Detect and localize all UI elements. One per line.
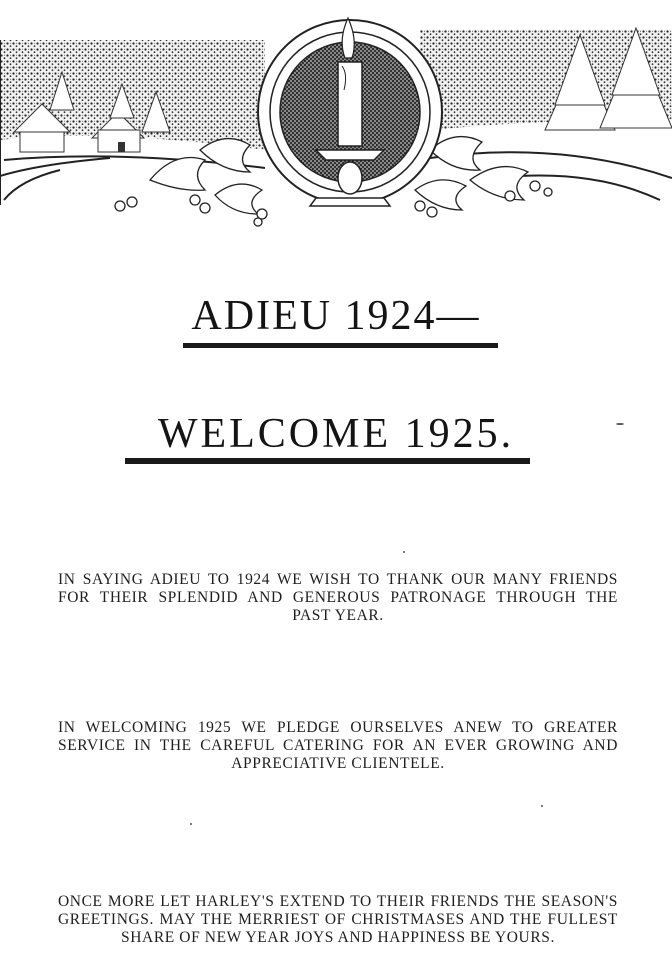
print-speck: [541, 805, 543, 807]
christmas-header-illustration: [0, 0, 672, 230]
print-speck: [403, 551, 405, 553]
candle-icon: [258, 18, 442, 206]
print-speck: [616, 423, 624, 425]
greetings-paragraph: ONCE MORE LET HARLEY'S EXTEND TO THEIR FRIENDS THE SEASON'S GREETINGS. MAY THE MERRIEST OF CHRISTMASES AND THE FULLEST SHARE OF NEW YEAR JOYS AND HAPPINESS BE YOURS.: [58, 893, 618, 946]
pine-tree-icon: [420, 28, 672, 200]
pledge-paragraph: IN WELCOMING 1925 WE PLEDGE OURSELVES ANEW TO GREATER SERVICE IN THE CAREFUL CATERING FOR AN EVER GROWING AND APPRECIATIVE CLIENTELE.: [58, 719, 618, 772]
thanks-paragraph: IN SAYING ADIEU TO 1924 WE WISH TO THANK OUR MANY FRIENDS FOR THEIR SPLENDID AND GENEROUS PATRONAGE THROUGH THE PAST YEAR.: [58, 571, 618, 624]
welcome-heading: WELCOME 1925.: [157, 411, 515, 457]
snowy-village-icon: [0, 40, 265, 205]
welcome-underline: [125, 458, 530, 464]
adieu-heading: ADIEU 1924—: [191, 293, 481, 339]
print-speck: [190, 823, 192, 825]
adieu-underline: [183, 343, 498, 348]
